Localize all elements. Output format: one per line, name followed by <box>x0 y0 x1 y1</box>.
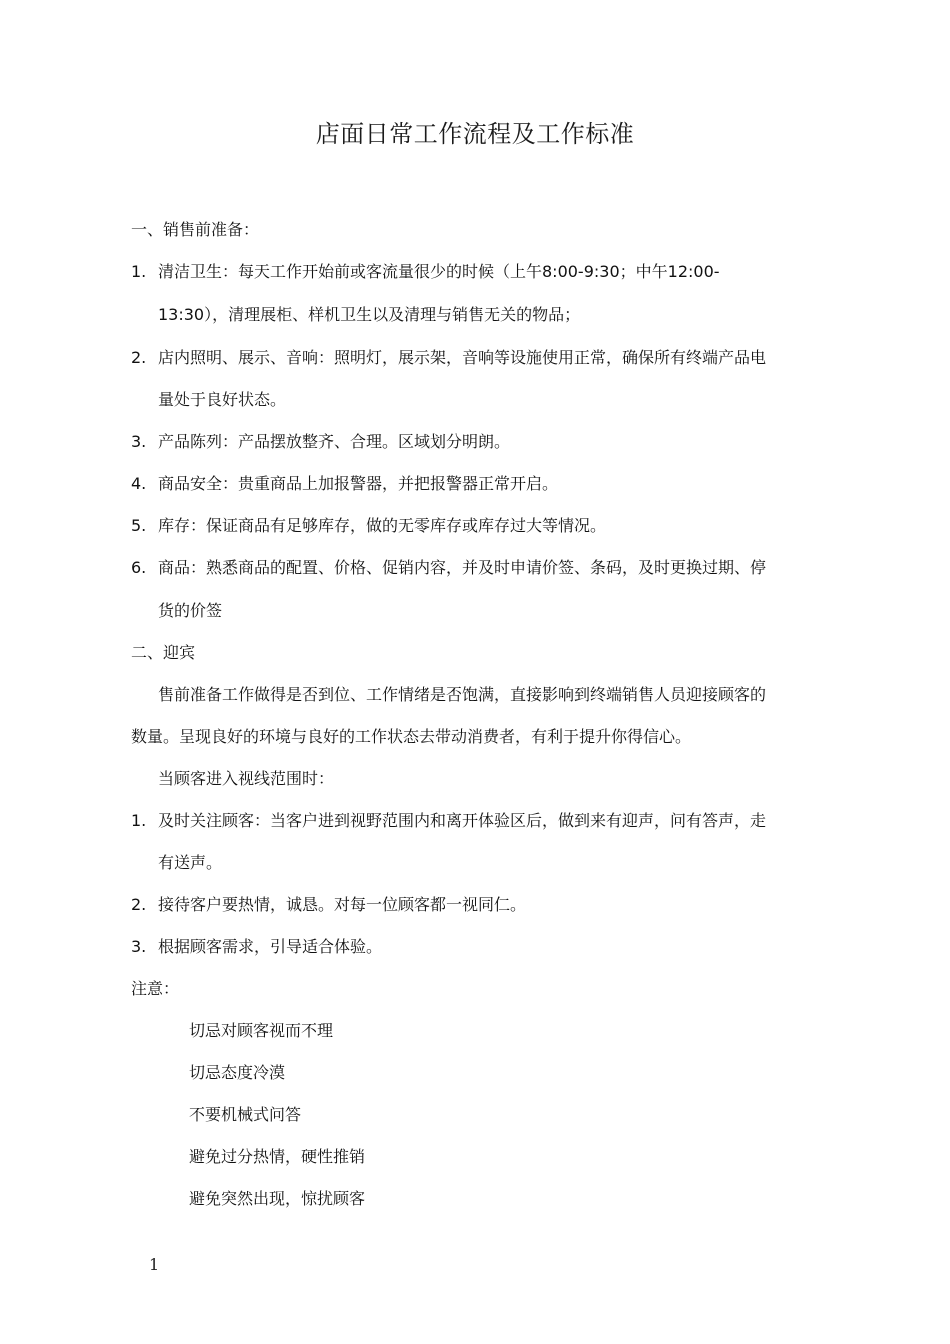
list-item-continuation: 13:30），清理展柜、样机卫生以及清理与销售无关的物品； <box>158 305 581 324</box>
paragraph-line: 数量。呈现良好的环境与良好的工作状态去带动消费者，有利于提升你得信心。 <box>131 727 692 746</box>
list-item <box>131 936 382 958</box>
document-title: 店面日常工作流程及工作标准 <box>315 120 635 148</box>
list-item-text: 店内照明、展示、音响：照明灯，展示架，音响等设施使用正常，确保所有终端产品电 <box>158 348 767 367</box>
list-item-text: 及时关注顾客：当客户进到视野范围内和离开体验区后，做到来有迎声，问有答声，走 <box>158 811 767 830</box>
list-item-number: 2. <box>131 348 147 367</box>
list-item-number: 1. <box>131 811 147 830</box>
list-item-continuation: 量处于良好状态。 <box>158 390 287 409</box>
list-item-number: 1. <box>131 262 147 281</box>
list-item-text: 清洁卫生：每天工作开始前或客流量很少的时候（上午8:00-9:30；中午12:00- <box>158 262 720 281</box>
list-item <box>131 515 606 537</box>
paragraph-line: 售前准备工作做得是否到位、工作情绪是否饱满，直接影响到终端销售人员迎接顾客的 <box>158 685 767 704</box>
list-item-continuation: 货的价签 <box>158 601 223 620</box>
note-item: 避免突然出现，惊扰顾客 <box>189 1189 366 1208</box>
paragraph-intro: 当顾客进入视线范围时： <box>158 769 335 788</box>
list-item-number: 3. <box>131 937 147 956</box>
list-item <box>131 261 720 283</box>
list-item <box>131 347 766 369</box>
note-item: 避免过分热情，硬性推销 <box>189 1147 366 1166</box>
note-label: 注意： <box>131 979 180 998</box>
note-item: 切忌态度冷漠 <box>189 1063 286 1082</box>
note-item: 不要机械式问答 <box>189 1105 302 1124</box>
list-item <box>131 894 526 916</box>
list-item <box>131 473 558 495</box>
list-item-number: 3. <box>131 432 147 451</box>
list-item <box>131 557 766 579</box>
list-item <box>131 810 766 832</box>
list-item-number: 5. <box>131 516 147 535</box>
list-item-text: 库存：保证商品有足够库存，做的无零库存或库存过大等情况。 <box>158 516 607 535</box>
list-item-continuation: 有送声。 <box>158 853 223 872</box>
page-number: 1 <box>149 1255 160 1274</box>
list-item-text: 商品：熟悉商品的配置、价格、促销内容，并及时申请价签、条码，及时更换过期、停 <box>158 558 767 577</box>
list-item-text: 商品安全：贵重商品上加报警器，并把报警器正常开启。 <box>158 474 559 493</box>
section-heading-preparation: 一、销售前准备： <box>131 220 260 239</box>
list-item-text: 接待客户要热情，诚恳。对每一位顾客都一视同仁。 <box>158 895 527 914</box>
list-item-number: 6. <box>131 558 147 577</box>
list-item-number: 2. <box>131 895 147 914</box>
list-item-text: 根据顾客需求，引导适合体验。 <box>158 937 383 956</box>
list-item-number: 4. <box>131 474 147 493</box>
note-item: 切忌对顾客视而不理 <box>189 1021 334 1040</box>
section-heading-greeting: 二、迎宾 <box>131 643 196 662</box>
list-item-text: 产品陈列：产品摆放整齐、合理。区域划分明朗。 <box>158 432 511 451</box>
list-item <box>131 431 510 453</box>
